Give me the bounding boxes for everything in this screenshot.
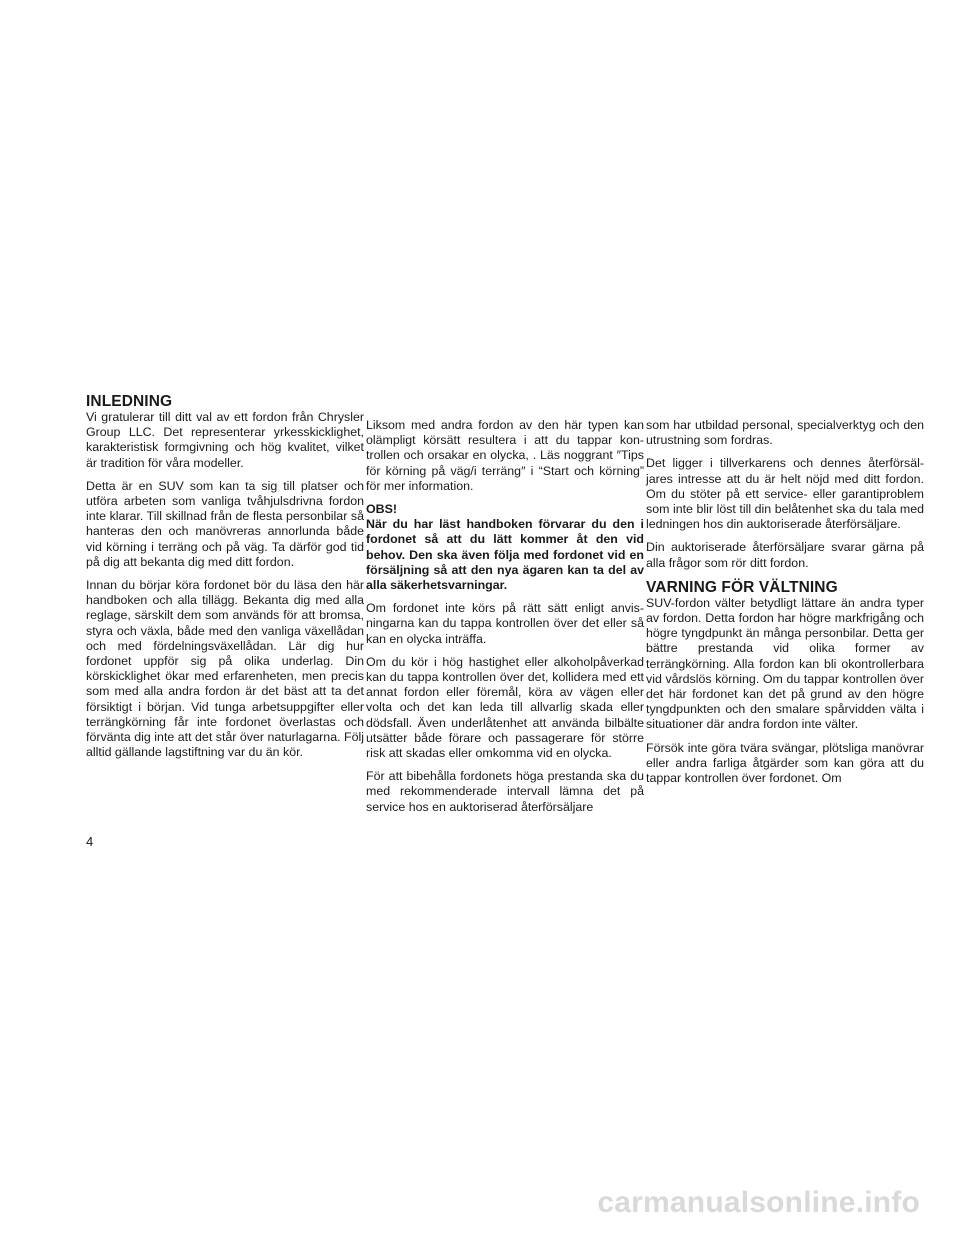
paragraph: Vi gratulerar till ditt val av ett fordon från Chrysler Group LLC. Det representerar yrkesskicklighet, karakteristisk formgivning och hög kvalitet, vilket är tradition för våra modeller. (86, 410, 364, 470)
paragraph: Om fordonet inte körs på rätt sätt enligt anvisningarna kan du tappa kontrollen över det eller så kan en olycka inträffa. (366, 601, 644, 646)
paragraph: Försök inte göra tvära svängar, plötsliga manövrar eller andra farliga åtgärder som kan göra att du tappar kontrollen över fordonet. Om (646, 740, 924, 786)
section-heading-rollover-warning: VARNING FÖR VÄLTNING (646, 578, 838, 596)
paragraph: För att bibehålla fordonets höga prestanda ska du med rekommenderade intervall lämna det på service hos en auktoriserad återförsäljare (366, 769, 644, 814)
column-1 (86, 393, 364, 768)
column-2 (366, 418, 644, 823)
paragraph: Det ligger i tillverkarens och dennes återförsäljares intresse att du är helt nöjd med ditt fordon. Om du stöter på ett service- eller garantiproblem som inte blir löst till din belåtenhet ska du tala med ledningen hos din auktoriserade återförsäljare. (646, 456, 924, 532)
paragraph: SUV-fordon välter betydligt lättare än andra typer av fordon. Detta fordon har högre markfrigång och högre tyngdpunkt än många personbilar. Detta ger bättre prestanda vid olika former av terrängkörning. Alla fordon kan bli okontrollerbara vid vårdslös körning. Om du tappar kontrollen över det här fordonet kan det på grund av den högre tyngdpunkten och den smalare spårvidden välta i situationer där andra fordon inte välter. (646, 595, 924, 732)
column-3 (646, 418, 924, 794)
paragraph: Detta är en SUV som kan ta sig till platser och utföra arbeten som vanliga tvåhjulsdrivna fordon inte klarar. Till skillnad från de flesta personbilar så hanteras den och manövreras annorlunda både vid körning i terräng och på väg. Ta därför god tid på dig att bekanta dig med ditt fordon. (86, 478, 364, 569)
note-text: När du har läst handboken förvarar du den i fordonet så att du lätt kommer åt den vid behov. Den ska även följa med fordonet vid en försäljning så att den nya ägaren kan ta del av alla säkerhetsvarningar. (366, 517, 644, 593)
paragraph: Om du kör i hög hastighet eller alkoholpåverkad kan du tappa kontrollen över det, kollidera med ett annat fordon eller föremål, köra av vägen eller volta och det kan leda till allvarlig skada eller dödsfall. Även underlåtenhet att använda bilbälte utsätter både förare och passagerare för större risk att skadas eller omkomma vid en olycka. (366, 654, 644, 761)
note-label: OBS! (366, 502, 397, 517)
paragraph: Innan du börjar köra fordonet bör du läsa den här handboken och alla tillägg. Bekanta dig med alla reglage, särskilt dem som används för att bromsa, styra och växla, både med den vanliga växellådan och med fördelningsväxellådan. Lär dig hur fordonet uppför sig på olika underlag. Din körskicklighet ökar med erfarenheten, men precis som med alla andra fordon är det bäst att ta det försiktigt i början. Vid tunga arbetsuppgifter eller terrängkörning får inte fordonet överlastas och förvänta dig inte att det står över naturlagarna. Följ alltid gällande lagstiftning var du än kör. (86, 578, 364, 760)
watermark: carmanualsonline.info (597, 1186, 920, 1219)
paragraph: Liksom med andra fordon av den här typen kan olämpligt körsätt resultera i att du tappar kontrollen och orsakar en olycka, . Läs noggrant ″Tips för körning på väg/i terräng″ i “Start och körning” för mer information. (366, 418, 644, 493)
section-heading-inledning: INLEDNING (86, 393, 173, 410)
paragraph: Din auktoriserade återförsäljare svarar gärna på alla frågor som rör ditt fordon. (646, 540, 924, 570)
paragraph: som har utbildad personal, specialverktyg och den utrustning som fordras. (646, 418, 924, 448)
page-number: 4 (86, 834, 94, 849)
